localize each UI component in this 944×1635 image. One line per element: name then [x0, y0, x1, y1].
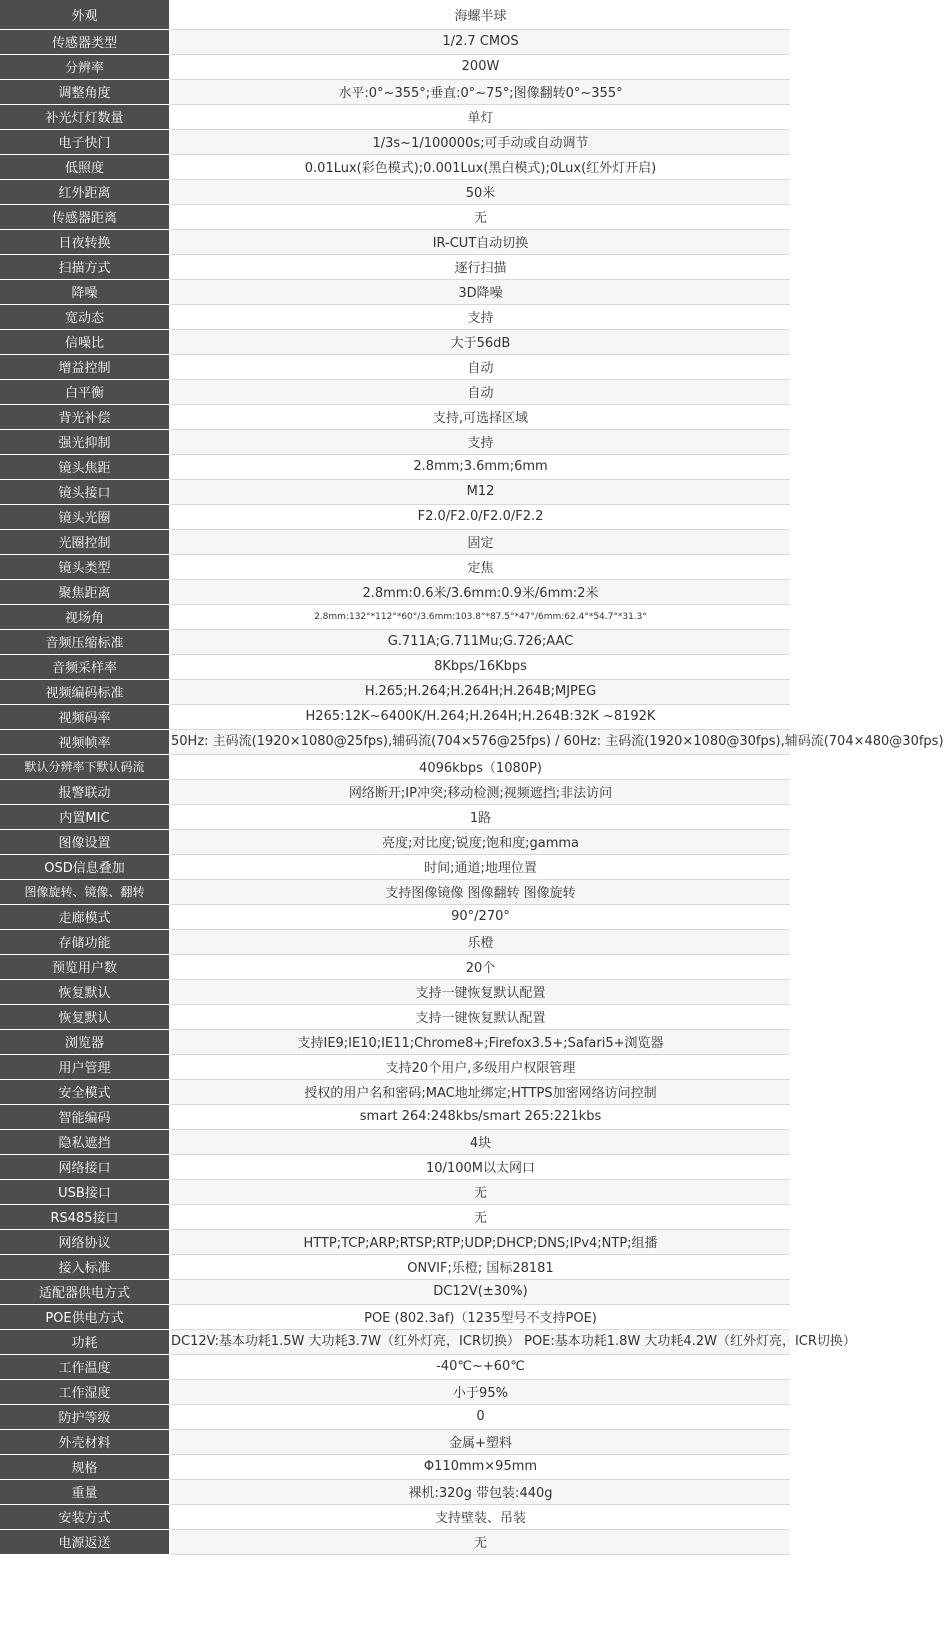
spec-label: 镜头光圈 — [0, 504, 170, 529]
spec-label: 适配器供电方式 — [0, 1279, 170, 1304]
spec-row — [0, 1354, 790, 1379]
spec-value: 小于95% — [170, 1379, 790, 1404]
spec-value: 逐行扫描 — [170, 254, 790, 279]
spec-label: 红外距离 — [0, 179, 170, 204]
spec-value: 20个 — [170, 954, 790, 979]
spec-label: 视场角 — [0, 604, 170, 629]
spec-row — [0, 654, 790, 679]
spec-value: 1路 — [170, 804, 790, 829]
spec-label: 安装方式 — [0, 1504, 170, 1529]
spec-value: 网络断开;IP冲突;移动检测;视频遮挡;非法访问 — [170, 779, 790, 804]
spec-row — [0, 1504, 790, 1529]
spec-row — [0, 1454, 790, 1479]
spec-value: 0 — [170, 1404, 790, 1429]
spec-row — [0, 1179, 790, 1204]
spec-row — [0, 779, 790, 804]
spec-value: 1/2.7 CMOS — [170, 29, 790, 54]
spec-row — [0, 104, 790, 129]
spec-value: 1/3s~1/100000s;可手动或自动调节 — [170, 129, 790, 154]
spec-value: 4096kbps（1080P) — [170, 754, 790, 779]
spec-label: 音频采样率 — [0, 654, 170, 679]
spec-value: IR-CUT自动切换 — [170, 229, 790, 254]
spec-value: HTTP;TCP;ARP;RTSP;RTP;UDP;DHCP;DNS;IPv4;NTP;组播 — [170, 1229, 790, 1254]
spec-row — [0, 404, 790, 429]
spec-row — [0, 579, 790, 604]
spec-label: 隐私遮挡 — [0, 1129, 170, 1154]
spec-value: 支持图像镜像 图像翻转 图像旋转 — [170, 879, 790, 904]
spec-value: 支持,可选择区域 — [170, 404, 790, 429]
spec-label: 走廊模式 — [0, 904, 170, 929]
spec-label: 白平衡 — [0, 379, 170, 404]
spec-row — [0, 0, 790, 29]
spec-label: 工作温度 — [0, 1354, 170, 1379]
spec-row — [0, 379, 790, 404]
spec-label: 日夜转换 — [0, 229, 170, 254]
spec-row — [0, 954, 790, 979]
spec-label: 外壳材料 — [0, 1429, 170, 1454]
spec-row — [0, 329, 790, 354]
spec-label: 接入标准 — [0, 1254, 170, 1279]
spec-value: 海螺半球 — [170, 0, 790, 29]
spec-label: 强光抑制 — [0, 429, 170, 454]
spec-label: 补光灯灯数量 — [0, 104, 170, 129]
spec-row — [0, 829, 790, 854]
spec-label: 视频帧率 — [0, 729, 170, 754]
spec-row — [0, 1154, 790, 1179]
spec-label: 存储功能 — [0, 929, 170, 954]
spec-row — [0, 1329, 790, 1354]
spec-row — [0, 1104, 790, 1129]
spec-row — [0, 29, 790, 54]
spec-row — [0, 879, 790, 904]
spec-value: 裸机:320g 带包装:440g — [170, 1479, 790, 1504]
spec-value: 200W — [170, 54, 790, 79]
spec-label: 电子快门 — [0, 129, 170, 154]
spec-label: 浏览器 — [0, 1029, 170, 1054]
spec-value: 亮度;对比度;锐度;饱和度;gamma — [170, 829, 790, 854]
spec-value: 支持IE9;IE10;IE11;Chrome8+;Firefox3.5+;Safari5+浏览器 — [170, 1029, 790, 1054]
spec-value: F2.0/F2.0/F2.0/F2.2 — [170, 504, 790, 529]
spec-row — [0, 354, 790, 379]
spec-value: 8Kbps/16Kbps — [170, 654, 790, 679]
spec-label: 镜头类型 — [0, 554, 170, 579]
spec-label: 信噪比 — [0, 329, 170, 354]
spec-row — [0, 1379, 790, 1404]
spec-row — [0, 1429, 790, 1454]
spec-row — [0, 854, 790, 879]
spec-label: 宽动态 — [0, 304, 170, 329]
spec-value: Φ110mm×95mm — [170, 1454, 790, 1479]
spec-row — [0, 904, 790, 929]
spec-row — [0, 1254, 790, 1279]
spec-value: 支持20个用户,多级用户权限管理 — [170, 1054, 790, 1079]
spec-row — [0, 54, 790, 79]
spec-label: 调整角度 — [0, 79, 170, 104]
spec-value: 乐橙 — [170, 929, 790, 954]
spec-row — [0, 929, 790, 954]
spec-label: 低照度 — [0, 154, 170, 179]
spec-label: 镜头焦距 — [0, 454, 170, 479]
spec-label: RS485接口 — [0, 1204, 170, 1229]
spec-row — [0, 1029, 790, 1054]
spec-row — [0, 979, 790, 1004]
spec-value: 无 — [170, 1529, 790, 1554]
spec-value: 水平:0°~355°;垂直:0°~75°;图像翻转0°~355° — [170, 79, 790, 104]
spec-row — [0, 79, 790, 104]
spec-row — [0, 129, 790, 154]
spec-value: DC12V(±30%) — [170, 1279, 790, 1304]
spec-value: ONVIF;乐橙; 国标28181 — [170, 1254, 790, 1279]
spec-value: M12 — [170, 479, 790, 504]
spec-value: 支持一键恢复默认配置 — [170, 979, 790, 1004]
spec-row — [0, 754, 790, 779]
spec-row — [0, 1529, 790, 1554]
spec-label: 传感器距离 — [0, 204, 170, 229]
spec-row — [0, 1079, 790, 1104]
spec-row — [0, 479, 790, 504]
spec-value: 2.8mm:132°*112°*60°/3.6mm:103.8°*87.5°*47°/6mm:62.4°*54.7°*31.3° — [170, 604, 790, 629]
spec-label: 视频码率 — [0, 704, 170, 729]
spec-row — [0, 1004, 790, 1029]
spec-label: 电源返送 — [0, 1529, 170, 1554]
spec-label: 用户管理 — [0, 1054, 170, 1079]
spec-row — [0, 1479, 790, 1504]
spec-value: 无 — [170, 1204, 790, 1229]
spec-value: 时间;通道;地理位置 — [170, 854, 790, 879]
spec-label: 聚焦距离 — [0, 579, 170, 604]
spec-row — [0, 1054, 790, 1079]
spec-row — [0, 1279, 790, 1304]
spec-label: 工作湿度 — [0, 1379, 170, 1404]
spec-row — [0, 254, 790, 279]
spec-value: 大于56dB — [170, 329, 790, 354]
spec-label: 恢复默认 — [0, 979, 170, 1004]
spec-label: 图像设置 — [0, 829, 170, 854]
spec-row — [0, 429, 790, 454]
spec-row — [0, 679, 790, 704]
spec-label: 预览用户数 — [0, 954, 170, 979]
spec-value: 支持 — [170, 304, 790, 329]
spec-value: 0.01Lux(彩色模式);0.001Lux(黑白模式);0Lux(红外灯开启) — [170, 154, 790, 179]
spec-label: 内置MIC — [0, 804, 170, 829]
spec-row — [0, 179, 790, 204]
spec-label: 智能编码 — [0, 1104, 170, 1129]
spec-label: 镜头接口 — [0, 479, 170, 504]
spec-value: 定焦 — [170, 554, 790, 579]
spec-row — [0, 504, 790, 529]
spec-row — [0, 629, 790, 654]
spec-row — [0, 304, 790, 329]
spec-value: H265:12K~6400K/H.264;H.264H;H.264B:32K ~8192K — [170, 704, 790, 729]
spec-value: 自动 — [170, 354, 790, 379]
spec-label: 恢复默认 — [0, 1004, 170, 1029]
spec-label: 报警联动 — [0, 779, 170, 804]
spec-value: 支持 — [170, 429, 790, 454]
spec-label: 重量 — [0, 1479, 170, 1504]
spec-value: 无 — [170, 1179, 790, 1204]
spec-row — [0, 604, 790, 629]
spec-row — [0, 529, 790, 554]
spec-value: DC12V:基本功耗1.5W 大功耗3.7W（红外灯亮，ICR切换） POE:基本功耗1.8W 大功耗4.2W（红外灯亮，ICR切换） — [170, 1329, 790, 1354]
spec-label: 视频编码标准 — [0, 679, 170, 704]
spec-value: -40℃~+60℃ — [170, 1354, 790, 1379]
spec-row — [0, 154, 790, 179]
spec-label: 默认分辨率下默认码流 — [0, 754, 170, 779]
spec-row — [0, 1404, 790, 1429]
spec-value: 90°/270° — [170, 904, 790, 929]
spec-label: POE供电方式 — [0, 1304, 170, 1329]
spec-value: 支持壁装、吊装 — [170, 1504, 790, 1529]
spec-value: 2.8mm;3.6mm;6mm — [170, 454, 790, 479]
spec-row — [0, 1229, 790, 1254]
spec-label: 分辨率 — [0, 54, 170, 79]
spec-label: 图像旋转、镜像、翻转 — [0, 879, 170, 904]
spec-value: 10/100M以太网口 — [170, 1154, 790, 1179]
spec-value: 4块 — [170, 1129, 790, 1154]
spec-value: 50Hz: 主码流(1920×1080@25fps),辅码流(704×576@25fps) / 60Hz: 主码流(1920×1080@30fps),辅码流(704×480@30fps) — [170, 729, 790, 754]
spec-value: 固定 — [170, 529, 790, 554]
spec-row — [0, 1129, 790, 1154]
spec-label: 音频压缩标准 — [0, 629, 170, 654]
spec-row — [0, 729, 790, 754]
spec-label: 传感器类型 — [0, 29, 170, 54]
spec-value: G.711A;G.711Mu;G.726;AAC — [170, 629, 790, 654]
spec-row — [0, 229, 790, 254]
spec-label: 规格 — [0, 1454, 170, 1479]
spec-value: 金属+塑料 — [170, 1429, 790, 1454]
spec-label: 背光补偿 — [0, 404, 170, 429]
spec-value: 无 — [170, 204, 790, 229]
spec-value: 支持一键恢复默认配置 — [170, 1004, 790, 1029]
spec-value: smart 264:248kbs/smart 265:221kbs — [170, 1104, 790, 1129]
spec-row — [0, 1204, 790, 1229]
spec-label: 外观 — [0, 0, 170, 29]
spec-value: 3D降噪 — [170, 279, 790, 304]
spec-row — [0, 704, 790, 729]
spec-value: 授权的用户名和密码;MAC地址绑定;HTTPS加密网络访问控制 — [170, 1079, 790, 1104]
spec-value: 2.8mm:0.6米/3.6mm:0.9米/6mm:2米 — [170, 579, 790, 604]
spec-row — [0, 204, 790, 229]
spec-value: POE (802.3af)（1235型号不支持POE) — [170, 1304, 790, 1329]
spec-label: 光圈控制 — [0, 529, 170, 554]
spec-value: 50米 — [170, 179, 790, 204]
spec-label: 网络协议 — [0, 1229, 170, 1254]
spec-row — [0, 1304, 790, 1329]
spec-label: 安全模式 — [0, 1079, 170, 1104]
spec-label: 功耗 — [0, 1329, 170, 1354]
spec-value: 单灯 — [170, 104, 790, 129]
spec-row — [0, 454, 790, 479]
spec-label: 扫描方式 — [0, 254, 170, 279]
spec-label: USB接口 — [0, 1179, 170, 1204]
spec-row — [0, 804, 790, 829]
spec-value: 自动 — [170, 379, 790, 404]
spec-label: 增益控制 — [0, 354, 170, 379]
spec-label: OSD信息叠加 — [0, 854, 170, 879]
spec-row — [0, 554, 790, 579]
spec-label: 防护等级 — [0, 1404, 170, 1429]
spec-value: H.265;H.264;H.264H;H.264B;MJPEG — [170, 679, 790, 704]
spec-row — [0, 279, 790, 304]
spec-label: 降噪 — [0, 279, 170, 304]
spec-label: 网络接口 — [0, 1154, 170, 1179]
